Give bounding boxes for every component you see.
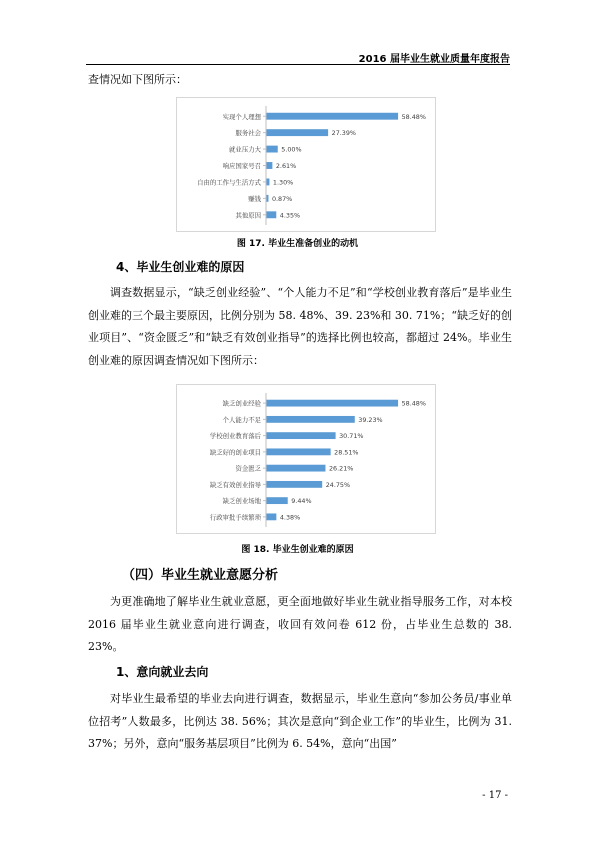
category-label: 实现个人理想: [222, 112, 261, 121]
bar: [267, 400, 399, 407]
intro-line: 查情况如下图所示：: [88, 73, 187, 86]
value-label: 5.00%: [281, 145, 302, 154]
bar: [267, 146, 278, 153]
value-label: 58.48%: [401, 112, 426, 121]
category-label: 资金匮乏: [235, 464, 261, 473]
running-header: 2016 届毕业生就业质量年度报告: [358, 54, 510, 65]
value-label: 2.61%: [275, 162, 297, 171]
subsection1-text: [88, 688, 512, 756]
value-label: 30.71%: [339, 432, 364, 441]
value-label: 4.35%: [279, 211, 301, 220]
bar: [267, 497, 288, 504]
bar: [267, 481, 323, 488]
value-label: 39.23%: [358, 415, 383, 424]
section4-text: [88, 282, 512, 372]
bar: [267, 195, 269, 202]
caption-fig18: 图 18. 毕业生创业难的原因: [241, 545, 354, 555]
header-rule: [86, 64, 510, 65]
section-four-paragraph: 为更准确地了解毕业生就业意愿，更全面地做好毕业生就业指导服务工作，对本校 2016 届毕业生就业意向进行调查，收回有效问卷 612 份，占毕业生总数的 38. 23%。: [88, 595, 512, 653]
value-label: 9.44%: [291, 497, 312, 506]
caption-fig17: 图 17. 毕业生准备创业的动机: [236, 239, 359, 249]
subsection1-paragraph: 对毕业生最希望的毕业去向进行调查，数据显示，毕业生意向“参加公务员/事业单位招考”人数最多，比例达 38. 56%；其次是意向“到企业工作”的毕业生，比例为 31. 37%；另外，意向“服务基层项目”比例为 6. 54%，意向“出国”: [88, 692, 512, 750]
bar: [267, 178, 270, 185]
category-label: 自由的工作与生活方式: [197, 178, 261, 187]
value-label: 28.51%: [334, 448, 359, 457]
category-label: 就业压力大: [229, 145, 261, 154]
category-label: 服务社会: [235, 129, 261, 138]
value-label: 4.38%: [279, 513, 301, 522]
category-label: 学校创业教育落后: [209, 432, 261, 441]
bar: [267, 465, 326, 472]
category-label: 赚钱: [248, 194, 261, 203]
chart-fig18-svg: [177, 385, 435, 533]
section-four-heading: （四）毕业生就业意愿分析: [122, 568, 279, 583]
page-number: - 17 -: [482, 790, 508, 801]
bar: [267, 448, 331, 455]
subsection1-heading: 1、意向就业去向: [116, 665, 209, 679]
category-label: 行政审批手续繁琐: [209, 513, 261, 522]
intro-text: [88, 69, 512, 92]
bar: [267, 162, 273, 169]
category-label: 缺乏好的创业项目: [209, 448, 261, 457]
category-label: 缺乏创业场地: [222, 497, 261, 506]
bar: [267, 211, 277, 218]
category-label: 个人能力不足: [222, 415, 261, 424]
bar: [267, 113, 399, 120]
bar: [267, 432, 336, 439]
category-label: 缺乏创业经验: [222, 399, 261, 408]
value-label: 27.39%: [331, 129, 357, 138]
section4-heading: 4、毕业生创业难的原因: [116, 260, 245, 274]
value-label: 1.30%: [272, 178, 294, 187]
bar: [267, 129, 329, 136]
section4-paragraph: 调查数据显示，“缺乏创业经验”、“个人能力不足”和“学校创业教育落后”是毕业生创业难的三个最主要原因，比例分别为 58. 48%、39. 23%和 30. 71%；“缺乏好的创业项目”、“资金匮乏”和“缺乏有效创业指导”的选择比例也较高，都超过 24%。毕业生创业难的原因调查情况如下图所示：: [88, 286, 512, 367]
category-label: 其他原因: [235, 211, 261, 220]
category-label: 响应国家号召: [222, 162, 261, 171]
value-label: 58.48%: [401, 399, 426, 408]
section-four-text: [88, 591, 512, 659]
category-label: 缺乏有效创业指导: [209, 480, 261, 489]
bar: [267, 416, 355, 423]
chart-fig18: [176, 384, 436, 534]
bar: [267, 513, 277, 520]
chart-fig17: [176, 97, 436, 232]
value-label: 26.21%: [328, 464, 354, 473]
value-label: 24.75%: [325, 480, 351, 489]
value-label: 0.87%: [271, 194, 293, 203]
chart-fig17-svg: [177, 98, 435, 231]
